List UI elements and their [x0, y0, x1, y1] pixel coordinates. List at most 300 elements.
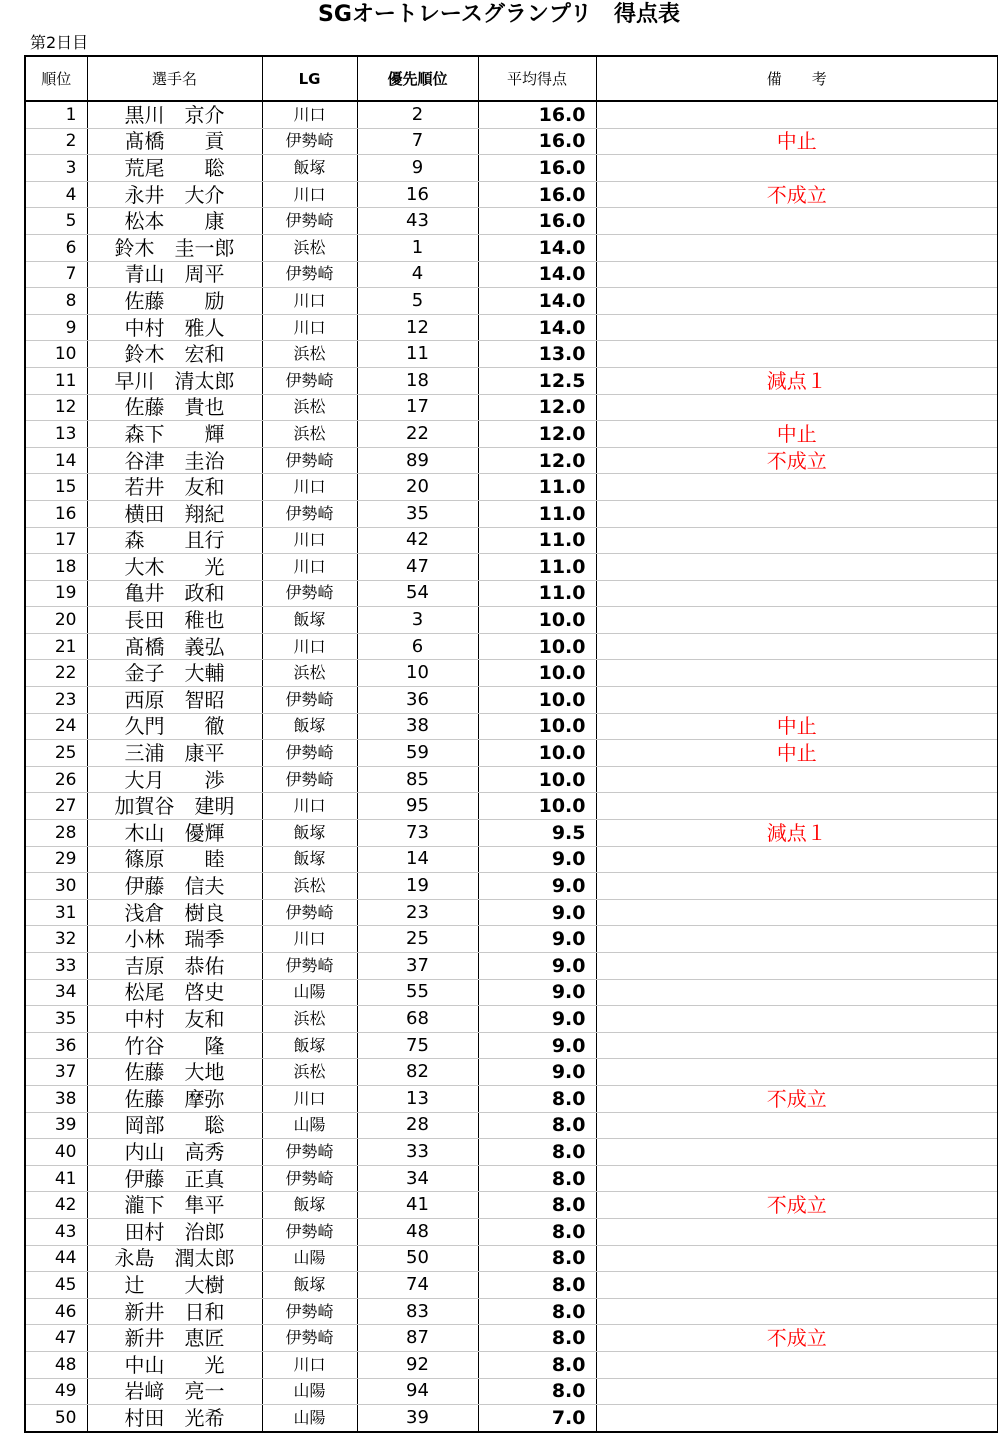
racer-name-cell: 松本 康 — [87, 208, 262, 235]
average-score-cell: 9.5 — [478, 820, 596, 847]
table-row — [25, 1059, 998, 1086]
lg-cell: 伊勢崎 — [262, 766, 357, 793]
table-row — [25, 1378, 998, 1405]
average-score-cell: 8.0 — [478, 1325, 596, 1352]
racer-name-cell: 岡部 聡 — [87, 1112, 262, 1139]
remarks-cell: 不成立 — [596, 1085, 998, 1112]
table-row — [25, 394, 998, 421]
rank-cell: 44 — [25, 1245, 87, 1272]
priority-cell: 12 — [357, 314, 478, 341]
racer-name-cell: 浅倉 樹良 — [87, 899, 262, 926]
priority-cell: 34 — [357, 1165, 478, 1192]
priority-cell: 74 — [357, 1272, 478, 1299]
rank-cell: 9 — [25, 314, 87, 341]
remarks-cell — [596, 580, 998, 607]
lg-cell: 伊勢崎 — [262, 953, 357, 980]
racer-name-cell: 西原 智昭 — [87, 687, 262, 714]
average-score-cell: 10.0 — [478, 793, 596, 820]
score-table — [24, 55, 998, 1433]
priority-cell: 50 — [357, 1245, 478, 1272]
average-score-cell: 16.0 — [478, 101, 596, 128]
racer-name-cell: 新井 恵匠 — [87, 1325, 262, 1352]
rank-cell: 24 — [25, 713, 87, 740]
remarks-cell — [596, 500, 998, 527]
rank-cell: 49 — [25, 1378, 87, 1405]
racer-name-cell: 三浦 康平 — [87, 740, 262, 767]
racer-name-cell: 佐藤 摩弥 — [87, 1085, 262, 1112]
racer-name-cell: 中山 光 — [87, 1351, 262, 1378]
remarks-cell — [596, 474, 998, 501]
table-row — [25, 421, 998, 448]
table-row — [25, 288, 998, 315]
table-row — [25, 554, 998, 581]
remarks-cell — [596, 899, 998, 926]
remarks-cell — [596, 261, 998, 288]
remarks-cell — [596, 687, 998, 714]
remarks-cell — [596, 1165, 998, 1192]
average-score-cell: 9.0 — [478, 953, 596, 980]
rank-cell: 18 — [25, 554, 87, 581]
priority-cell: 6 — [357, 633, 478, 660]
table-row — [25, 447, 998, 474]
lg-cell: 川口 — [262, 314, 357, 341]
remarks-cell — [596, 873, 998, 900]
remarks-cell — [596, 953, 998, 980]
racer-name-cell: 亀井 政和 — [87, 580, 262, 607]
lg-cell: 浜松 — [262, 394, 357, 421]
remarks-cell: 中止 — [596, 740, 998, 767]
average-score-cell: 11.0 — [478, 500, 596, 527]
racer-name-cell: 金子 大輔 — [87, 660, 262, 687]
rank-cell: 47 — [25, 1325, 87, 1352]
lg-cell: 伊勢崎 — [262, 687, 357, 714]
average-score-cell: 8.0 — [478, 1165, 596, 1192]
racer-name-cell: 佐藤 大地 — [87, 1059, 262, 1086]
remarks-cell — [596, 1006, 998, 1033]
table-body — [25, 101, 998, 1432]
average-score-cell: 8.0 — [478, 1298, 596, 1325]
lg-cell: 伊勢崎 — [262, 1325, 357, 1352]
racer-name-cell: 伊藤 正真 — [87, 1165, 262, 1192]
priority-cell: 87 — [357, 1325, 478, 1352]
lg-cell: 川口 — [262, 926, 357, 953]
remarks-cell: 不成立 — [596, 1192, 998, 1219]
rank-cell: 17 — [25, 527, 87, 554]
priority-cell: 13 — [357, 1085, 478, 1112]
priority-cell: 68 — [357, 1006, 478, 1033]
racer-name-cell: 荒尾 聡 — [87, 155, 262, 182]
rank-cell: 1 — [25, 101, 87, 128]
priority-cell: 14 — [357, 846, 478, 873]
rank-cell: 46 — [25, 1298, 87, 1325]
average-score-cell: 9.0 — [478, 926, 596, 953]
average-score-cell: 8.0 — [478, 1272, 596, 1299]
average-score-cell: 11.0 — [478, 580, 596, 607]
table-row — [25, 474, 998, 501]
header-average: 平均得点 — [478, 56, 596, 101]
priority-cell: 83 — [357, 1298, 478, 1325]
racer-name-cell: 永島 潤太郎 — [87, 1245, 262, 1272]
average-score-cell: 11.0 — [478, 527, 596, 554]
racer-name-cell: 永井 大介 — [87, 181, 262, 208]
racer-name-cell: 鈴木 圭一郎 — [87, 234, 262, 261]
lg-cell: 伊勢崎 — [262, 447, 357, 474]
priority-cell: 48 — [357, 1218, 478, 1245]
priority-cell: 10 — [357, 660, 478, 687]
lg-cell: 山陽 — [262, 1112, 357, 1139]
average-score-cell: 8.0 — [478, 1218, 596, 1245]
table-row — [25, 713, 998, 740]
lg-cell: 浜松 — [262, 341, 357, 368]
lg-cell: 山陽 — [262, 1405, 357, 1432]
remarks-cell — [596, 1405, 998, 1432]
priority-cell: 95 — [357, 793, 478, 820]
priority-cell: 73 — [357, 820, 478, 847]
rank-cell: 19 — [25, 580, 87, 607]
lg-cell: 飯塚 — [262, 1272, 357, 1299]
priority-cell: 22 — [357, 421, 478, 448]
rank-cell: 34 — [25, 979, 87, 1006]
table-row — [25, 580, 998, 607]
average-score-cell: 7.0 — [478, 1405, 596, 1432]
table-row — [25, 128, 998, 155]
racer-name-cell: 佐藤 貴也 — [87, 394, 262, 421]
rank-cell: 2 — [25, 128, 87, 155]
rank-cell: 41 — [25, 1165, 87, 1192]
racer-name-cell: 村田 光希 — [87, 1405, 262, 1432]
lg-cell: 飯塚 — [262, 820, 357, 847]
page-title: SGオートレースグランプリ 得点表 — [318, 2, 680, 27]
remarks-cell — [596, 208, 998, 235]
racer-name-cell: 髙橋 貢 — [87, 128, 262, 155]
header-lg: LG — [262, 56, 357, 101]
priority-cell: 94 — [357, 1378, 478, 1405]
racer-name-cell: 中村 友和 — [87, 1006, 262, 1033]
racer-name-cell: 竹谷 隆 — [87, 1032, 262, 1059]
table-row — [25, 1165, 998, 1192]
rank-cell: 14 — [25, 447, 87, 474]
racer-name-cell: 木山 優輝 — [87, 820, 262, 847]
priority-cell: 23 — [357, 899, 478, 926]
racer-name-cell: 横田 翔紀 — [87, 500, 262, 527]
priority-cell: 25 — [357, 926, 478, 953]
lg-cell: 浜松 — [262, 1059, 357, 1086]
racer-name-cell: 新井 日和 — [87, 1298, 262, 1325]
priority-cell: 7 — [357, 128, 478, 155]
remarks-cell: 減点１ — [596, 820, 998, 847]
remarks-cell — [596, 979, 998, 1006]
racer-name-cell: 久門 徹 — [87, 713, 262, 740]
rank-cell: 37 — [25, 1059, 87, 1086]
lg-cell: 飯塚 — [262, 607, 357, 634]
remarks-cell — [596, 288, 998, 315]
rank-cell: 33 — [25, 953, 87, 980]
average-score-cell: 9.0 — [478, 873, 596, 900]
racer-name-cell: 辻 大樹 — [87, 1272, 262, 1299]
lg-cell: 浜松 — [262, 421, 357, 448]
remarks-cell — [596, 1351, 998, 1378]
priority-cell: 1 — [357, 234, 478, 261]
priority-cell: 82 — [357, 1059, 478, 1086]
lg-cell: 山陽 — [262, 1378, 357, 1405]
priority-cell: 35 — [357, 500, 478, 527]
racer-name-cell: 森下 輝 — [87, 421, 262, 448]
table-row — [25, 1325, 998, 1352]
header-rank: 順位 — [25, 56, 87, 101]
average-score-cell: 9.0 — [478, 979, 596, 1006]
table-row — [25, 1006, 998, 1033]
remarks-cell — [596, 926, 998, 953]
table-row — [25, 367, 998, 394]
rank-cell: 31 — [25, 899, 87, 926]
remarks-cell — [596, 1272, 998, 1299]
racer-name-cell: 田村 治郎 — [87, 1218, 262, 1245]
remarks-cell — [596, 660, 998, 687]
day-label: 第2日目 — [30, 33, 89, 52]
racer-name-cell: 谷津 圭治 — [87, 447, 262, 474]
table-row — [25, 979, 998, 1006]
table-row — [25, 846, 998, 873]
average-score-cell: 9.0 — [478, 1059, 596, 1086]
average-score-cell: 14.0 — [478, 288, 596, 315]
lg-cell: 飯塚 — [262, 1192, 357, 1219]
racer-name-cell: 岩﨑 亮一 — [87, 1378, 262, 1405]
average-score-cell: 14.0 — [478, 314, 596, 341]
remarks-cell — [596, 1298, 998, 1325]
lg-cell: 川口 — [262, 793, 357, 820]
table-row — [25, 633, 998, 660]
racer-name-cell: 大月 渉 — [87, 766, 262, 793]
table-row — [25, 660, 998, 687]
average-score-cell: 10.0 — [478, 766, 596, 793]
table-row — [25, 793, 998, 820]
rank-cell: 39 — [25, 1112, 87, 1139]
priority-cell: 20 — [357, 474, 478, 501]
average-score-cell: 9.0 — [478, 1032, 596, 1059]
priority-cell: 17 — [357, 394, 478, 421]
racer-name-cell: 中村 雅人 — [87, 314, 262, 341]
priority-cell: 3 — [357, 607, 478, 634]
average-score-cell: 10.0 — [478, 660, 596, 687]
rank-cell: 20 — [25, 607, 87, 634]
priority-cell: 55 — [357, 979, 478, 1006]
remarks-cell — [596, 101, 998, 128]
average-score-cell: 8.0 — [478, 1351, 596, 1378]
priority-cell: 39 — [357, 1405, 478, 1432]
priority-cell: 4 — [357, 261, 478, 288]
remarks-cell: 減点１ — [596, 367, 998, 394]
remarks-cell — [596, 607, 998, 634]
priority-cell: 42 — [357, 527, 478, 554]
rank-cell: 35 — [25, 1006, 87, 1033]
average-score-cell: 8.0 — [478, 1245, 596, 1272]
table-row — [25, 208, 998, 235]
remarks-cell: 不成立 — [596, 1325, 998, 1352]
average-score-cell: 12.0 — [478, 447, 596, 474]
rank-cell: 4 — [25, 181, 87, 208]
priority-cell: 5 — [357, 288, 478, 315]
rank-cell: 50 — [25, 1405, 87, 1432]
rank-cell: 48 — [25, 1351, 87, 1378]
lg-cell: 飯塚 — [262, 155, 357, 182]
table-row — [25, 500, 998, 527]
table-row — [25, 926, 998, 953]
remarks-cell — [596, 314, 998, 341]
remarks-cell — [596, 394, 998, 421]
rank-cell: 42 — [25, 1192, 87, 1219]
remarks-cell — [596, 633, 998, 660]
priority-cell: 37 — [357, 953, 478, 980]
lg-cell: 伊勢崎 — [262, 580, 357, 607]
remarks-cell: 不成立 — [596, 447, 998, 474]
table-row — [25, 155, 998, 182]
priority-cell: 85 — [357, 766, 478, 793]
rank-cell: 10 — [25, 341, 87, 368]
remarks-cell: 中止 — [596, 421, 998, 448]
rank-cell: 36 — [25, 1032, 87, 1059]
table-row — [25, 1032, 998, 1059]
rank-cell: 13 — [25, 421, 87, 448]
remarks-cell — [596, 793, 998, 820]
lg-cell: 浜松 — [262, 1006, 357, 1033]
lg-cell: 川口 — [262, 554, 357, 581]
average-score-cell: 10.0 — [478, 713, 596, 740]
racer-name-cell: 佐藤 励 — [87, 288, 262, 315]
table-row — [25, 1298, 998, 1325]
rank-cell: 27 — [25, 793, 87, 820]
lg-cell: 川口 — [262, 1351, 357, 1378]
lg-cell: 伊勢崎 — [262, 1298, 357, 1325]
average-score-cell: 14.0 — [478, 234, 596, 261]
lg-cell: 飯塚 — [262, 713, 357, 740]
table-row — [25, 687, 998, 714]
remarks-cell — [596, 1378, 998, 1405]
priority-cell: 16 — [357, 181, 478, 208]
average-score-cell: 11.0 — [478, 474, 596, 501]
racer-name-cell: 髙橋 義弘 — [87, 633, 262, 660]
priority-cell: 18 — [357, 367, 478, 394]
lg-cell: 川口 — [262, 181, 357, 208]
header-row — [25, 56, 998, 101]
racer-name-cell: 鈴木 宏和 — [87, 341, 262, 368]
lg-cell: 川口 — [262, 101, 357, 128]
table-row — [25, 1218, 998, 1245]
racer-name-cell: 加賀谷 建明 — [87, 793, 262, 820]
table-row — [25, 766, 998, 793]
rank-cell: 6 — [25, 234, 87, 261]
average-score-cell: 8.0 — [478, 1378, 596, 1405]
rank-cell: 3 — [25, 155, 87, 182]
priority-cell: 9 — [357, 155, 478, 182]
average-score-cell: 12.5 — [478, 367, 596, 394]
table-row — [25, 101, 998, 128]
rank-cell: 15 — [25, 474, 87, 501]
rank-cell: 23 — [25, 687, 87, 714]
table-row — [25, 1192, 998, 1219]
average-score-cell: 9.0 — [478, 899, 596, 926]
table-row — [25, 1139, 998, 1166]
priority-cell: 89 — [357, 447, 478, 474]
remarks-cell — [596, 1112, 998, 1139]
priority-cell: 11 — [357, 341, 478, 368]
racer-name-cell: 早川 清太郎 — [87, 367, 262, 394]
remarks-cell — [596, 554, 998, 581]
average-score-cell: 8.0 — [478, 1085, 596, 1112]
priority-cell: 43 — [357, 208, 478, 235]
rank-cell: 12 — [25, 394, 87, 421]
lg-cell: 伊勢崎 — [262, 1218, 357, 1245]
average-score-cell: 16.0 — [478, 208, 596, 235]
racer-name-cell: 森 且行 — [87, 527, 262, 554]
lg-cell: 浜松 — [262, 234, 357, 261]
average-score-cell: 8.0 — [478, 1192, 596, 1219]
rank-cell: 29 — [25, 846, 87, 873]
rank-cell: 22 — [25, 660, 87, 687]
lg-cell: 川口 — [262, 1085, 357, 1112]
rank-cell: 32 — [25, 926, 87, 953]
table-row — [25, 234, 998, 261]
table-row — [25, 1245, 998, 1272]
header-priority: 優先順位 — [357, 56, 478, 101]
rank-cell: 5 — [25, 208, 87, 235]
average-score-cell: 9.0 — [478, 1006, 596, 1033]
rank-cell: 38 — [25, 1085, 87, 1112]
table-row — [25, 1405, 998, 1432]
lg-cell: 川口 — [262, 474, 357, 501]
rank-cell: 16 — [25, 500, 87, 527]
racer-name-cell: 青山 周平 — [87, 261, 262, 288]
lg-cell: 川口 — [262, 527, 357, 554]
lg-cell: 浜松 — [262, 873, 357, 900]
rank-cell: 11 — [25, 367, 87, 394]
racer-name-cell: 若井 友和 — [87, 474, 262, 501]
average-score-cell: 10.0 — [478, 607, 596, 634]
priority-cell: 19 — [357, 873, 478, 900]
lg-cell: 伊勢崎 — [262, 208, 357, 235]
racer-name-cell: 小林 瑞季 — [87, 926, 262, 953]
priority-cell: 59 — [357, 740, 478, 767]
remarks-cell — [596, 155, 998, 182]
rank-cell: 45 — [25, 1272, 87, 1299]
priority-cell: 47 — [357, 554, 478, 581]
table-row — [25, 1085, 998, 1112]
rank-cell: 30 — [25, 873, 87, 900]
remarks-cell — [596, 527, 998, 554]
average-score-cell: 16.0 — [478, 155, 596, 182]
table-row — [25, 607, 998, 634]
racer-name-cell: 松尾 啓史 — [87, 979, 262, 1006]
lg-cell: 伊勢崎 — [262, 899, 357, 926]
priority-cell: 75 — [357, 1032, 478, 1059]
remarks-cell — [596, 1218, 998, 1245]
average-score-cell: 12.0 — [478, 394, 596, 421]
table-row — [25, 899, 998, 926]
table-row — [25, 873, 998, 900]
table-row — [25, 314, 998, 341]
lg-cell: 伊勢崎 — [262, 1139, 357, 1166]
racer-name-cell: 内山 高秀 — [87, 1139, 262, 1166]
lg-cell: 浜松 — [262, 660, 357, 687]
remarks-cell: 中止 — [596, 713, 998, 740]
remarks-cell — [596, 766, 998, 793]
rank-cell: 43 — [25, 1218, 87, 1245]
average-score-cell: 10.0 — [478, 740, 596, 767]
remarks-cell: 中止 — [596, 128, 998, 155]
table-row — [25, 953, 998, 980]
table-row — [25, 740, 998, 767]
rank-cell: 7 — [25, 261, 87, 288]
header-name: 選手名 — [87, 56, 262, 101]
